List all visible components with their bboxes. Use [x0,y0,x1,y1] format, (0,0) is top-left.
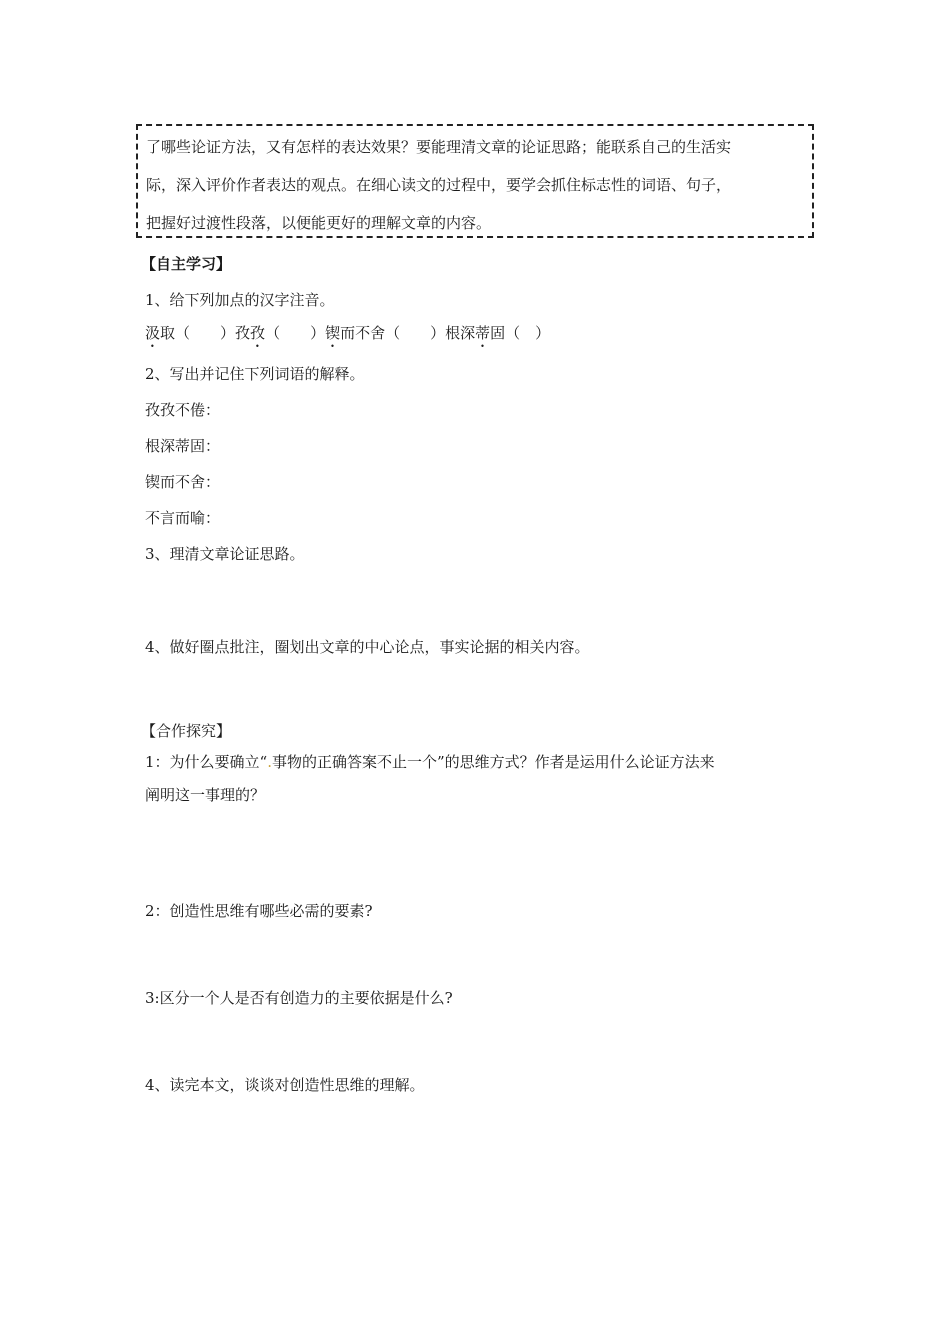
q1-text-b: 事物的正确答案不止一个”的思维方式？作者是运用什么论证方法来 [272,753,715,771]
self-study-q2: 2、写出并记住下列词语的解释。 [145,365,365,383]
cooperation-heading: 【合作探究】 [141,722,232,740]
intro-line-3: 把握好过渡性段落，以便能更好的理解文章的内容。 [146,214,492,232]
intro-line-1: 了哪些论证方法，又有怎样的表达效果？要能理清文章的论证思路；能联系自己的生活实 [146,138,732,156]
cooperation-q2: 2：创造性思维有哪些必需的要素? [145,902,373,920]
term-4: 不言而喻： [145,509,221,527]
q1-text-a: 1：为什么要确立“ [145,753,268,771]
intro-text-box [136,124,814,238]
term-3: 锲而不舍： [145,473,221,491]
cooperation-q1-line2: 阐明这一事理的？ [145,786,266,804]
dotted-char: 孜 [250,324,266,342]
self-study-q4: 4、做好圈点批注，圈划出文章的中心论点，事实论据的相关内容。 [145,638,590,656]
intro-line-2: 际，深入评价作者表达的观点。在细心读文的过程中，要学会抓住标志性的词语、句子， [146,176,732,194]
dotted-char: 汲 [145,324,161,342]
pinyin-item-text: 固（ ） [490,324,551,342]
term-1: 孜孜不倦： [145,401,221,419]
cooperation-q1-line1 [145,751,715,772]
term-2: 根深蒂固： [145,437,221,455]
cooperation-q3: 3:区分一个人是否有创造力的主要依据是什么? [145,989,453,1007]
pinyin-item-text: 孜 [235,324,251,342]
pinyin-items [145,322,550,351]
self-study-heading: 【自主学习】 [141,255,232,273]
dotted-char: 锲 [325,324,341,342]
pinyin-item-text: 而不舍（ ） [340,324,446,342]
pinyin-item-text: 取（ ） [160,324,236,342]
pinyin-item-text: （ ） [265,324,326,342]
self-study-q1: 1、给下列加点的汉字注音。 [145,291,335,309]
dotted-char: 蒂 [475,324,491,342]
self-study-q3: 3、理清文章论证思路。 [145,545,305,563]
cooperation-q4: 4、读完本文，谈谈对创造性思维的理解。 [145,1076,425,1094]
q1-mark: . [267,753,272,771]
pinyin-item-text: 根深 [445,324,476,342]
